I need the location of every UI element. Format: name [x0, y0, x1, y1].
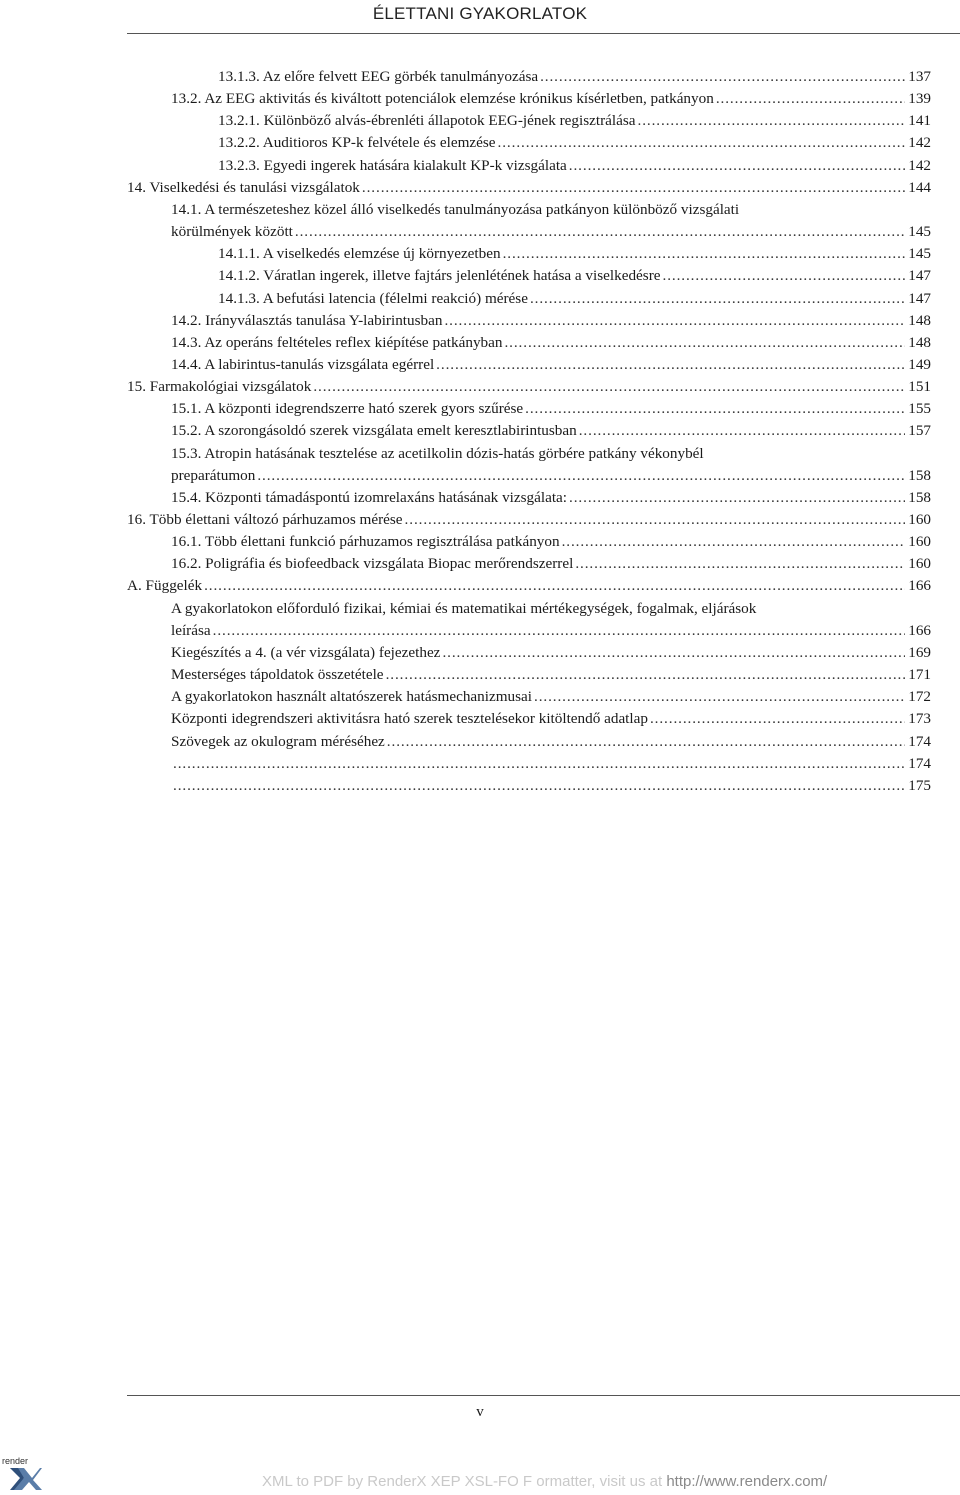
toc-page-number: 166: [908, 577, 931, 595]
toc-entry-title: 13.2.1. Különböző alvás-ébrenléti állapotok EEG-jének regisztrálása: [218, 112, 636, 130]
toc-entry[interactable]: [171, 332, 931, 354]
toc-entry[interactable]: [171, 531, 931, 553]
toc-entry-title: Mesterséges tápoldatok összetétele: [171, 666, 384, 684]
toc-entry-title: A gyakorlatokon előforduló fizikai, kémiai és matematikai mértékegységek, fogalmak, eljárások: [171, 599, 757, 617]
toc-leader-dots: [562, 531, 906, 553]
toc-entry[interactable]: [218, 110, 931, 132]
toc-leader-dots: [173, 775, 905, 797]
toc-entry[interactable]: [127, 376, 931, 398]
toc-page-number: 166: [908, 621, 931, 639]
toc-leader-dots: [579, 420, 905, 442]
toc-entry[interactable]: [218, 155, 931, 177]
toc-entry[interactable]: [171, 88, 931, 110]
toc-leader-dots: [362, 177, 905, 199]
toc-entry[interactable]: [171, 354, 931, 376]
toc-page-number: 151: [908, 378, 931, 396]
toc-entry-title: 14.1.1. A viselkedés elemzése új környezetben: [218, 245, 501, 263]
toc-page-number: 142: [908, 156, 931, 174]
toc-page-number: 144: [908, 178, 931, 196]
toc-entry-title: 16.1. Több élettani funkció párhuzamos regisztrálása patkányon: [171, 533, 560, 551]
toc-page-number: 141: [908, 112, 931, 130]
toc-entry[interactable]: [218, 132, 931, 154]
logo-wordmark: render: [2, 1456, 29, 1466]
toc-entry[interactable]: [218, 66, 931, 88]
toc-entry-title: Szövegek az okulogram méréséhez: [171, 732, 385, 750]
toc-page-number: 147: [908, 289, 931, 307]
toc-page-number: 158: [908, 466, 931, 484]
toc-entry-title: 15.4. Központi támadáspontú izomrelaxáns hatásának vizsgálata:: [171, 488, 568, 506]
toc-page-number: 160: [908, 533, 931, 551]
toc-entry-title: 15. Farmakológiai vizsgálatok: [127, 378, 312, 396]
toc-entry-title: 13.2.2. Auditioros KP-k felvétele és elemzése: [218, 134, 496, 152]
toc-entry[interactable]: [127, 509, 931, 531]
toc-leader-dots: [650, 708, 905, 730]
toc-page-number: 148: [908, 311, 931, 329]
credit-line: [262, 1473, 827, 1490]
toc-entry-title: 14.2. Irányválasztás tanulása Y-labirintusban: [171, 311, 443, 329]
toc-entry-title: Kiegészítés a 4. (a vér vizsgálata) fejezethez: [171, 643, 441, 661]
toc-page-number: 169: [908, 643, 931, 661]
toc-entry-title: Központi idegrendszeri aktivitásra ható szerek tesztelésekor kitöltendő adatlap: [171, 710, 648, 728]
toc-entry[interactable]: [218, 265, 931, 287]
toc-entry-title: 15.3. Atropin hatásának tesztelése az acetilkolin dózis-hatás görbére patkány vékonybél: [171, 444, 704, 462]
toc-leader-dots: [530, 288, 905, 310]
toc-entry-title: A. Függelék: [127, 577, 203, 595]
toc-entry-continuation: körülmények között: [171, 223, 293, 241]
toc-leader-dots: [575, 553, 905, 575]
toc-entry-title: 15.2. A szorongásoldó szerek vizsgálata emelt keresztlabirintusban: [171, 422, 577, 440]
toc-entry[interactable]: [171, 664, 931, 686]
header-rule: [127, 33, 960, 34]
toc-entry[interactable]: [171, 731, 931, 753]
toc-leader-dots: [504, 332, 905, 354]
toc-leader-dots: [569, 487, 905, 509]
toc-page-number: 142: [908, 134, 931, 152]
toc-page-number: 174: [908, 732, 931, 750]
toc-entry-title: 15.1. A központi idegrendszerre ható szerek gyors szűrése: [171, 400, 524, 418]
toc-entry-title: 16. Több élettani változó párhuzamos mérése: [127, 511, 403, 528]
toc-entry[interactable]: [218, 288, 931, 310]
toc-entry[interactable]: [171, 753, 931, 775]
renderx-logo: [2, 1456, 42, 1490]
toc-entry-title: 14.3. Az operáns feltételes reflex kiépítése patkányban: [171, 333, 503, 351]
toc-leader-dots: [173, 753, 905, 775]
toc-page-number: 149: [908, 355, 931, 373]
credit-url-link[interactable]: http://www.renderx.com/: [666, 1473, 828, 1490]
toc-leader-dots: [534, 686, 905, 708]
toc-entry-title: 16.2. Poligráfia és biofeedback vizsgálata Biopac merőrendszerrel: [171, 555, 574, 573]
toc-leader-dots: [444, 310, 905, 332]
toc-leader-dots: [716, 88, 905, 110]
toc-entry-line[interactable]: [171, 199, 739, 221]
toc-page-number: 155: [908, 400, 931, 418]
running-header: ÉLETTANI GYAKORLATOK: [372, 4, 588, 23]
toc-entry[interactable]: [171, 420, 931, 442]
toc-entry[interactable]: [171, 398, 931, 420]
toc-page-number: 145: [908, 223, 931, 241]
toc-entry-title: 14.1.3. A befutási latencia (félelmi reakció) mérése: [218, 289, 528, 307]
toc-page-number: 160: [908, 511, 931, 528]
toc-leader-dots: [204, 575, 905, 597]
toc-page-number: 137: [908, 68, 931, 85]
toc-leader-dots: [498, 132, 906, 154]
toc-leader-dots: [540, 66, 905, 88]
toc-leader-dots: [257, 465, 905, 487]
footer-rule: [127, 1395, 960, 1396]
toc-entry-line[interactable]: [171, 620, 931, 642]
toc-leader-dots: [569, 155, 905, 177]
toc-entry[interactable]: [171, 775, 931, 797]
toc-leader-dots: [663, 265, 906, 287]
toc-leader-dots: [436, 354, 905, 376]
toc-page-number: 175: [908, 776, 931, 794]
toc-entry[interactable]: [218, 243, 931, 265]
toc-entry-title: 14.1. A természeteshez közel álló viselkedés tanulmányozása patkányon különböző vizsgálati: [171, 200, 740, 218]
toc-entry[interactable]: [127, 575, 931, 597]
credit-text: XML to PDF by RenderX XEP XSL-FO F ormatter, visit us at: [262, 1473, 663, 1490]
toc-entry-title: A gyakorlatokon használt altatószerek hatásmechanizmusai: [171, 688, 532, 706]
toc-page-number: 139: [908, 90, 931, 108]
toc-leader-dots: [442, 642, 905, 664]
toc-entry-line[interactable]: [171, 443, 704, 465]
toc-page-number: 158: [908, 488, 931, 506]
toc-entry-line[interactable]: [171, 465, 931, 487]
toc-entry[interactable]: [171, 708, 931, 730]
toc-entry-continuation: leírása: [171, 621, 211, 639]
toc-leader-dots: [386, 664, 906, 686]
toc-leader-dots: [387, 731, 905, 753]
toc-page-number: 171: [908, 666, 931, 684]
toc-entry[interactable]: [171, 310, 931, 332]
toc-entry-line[interactable]: [171, 221, 931, 243]
toc-entry[interactable]: [171, 686, 931, 708]
toc-entry[interactable]: [127, 177, 931, 199]
toc-entry[interactable]: [171, 487, 931, 509]
toc-entry[interactable]: [171, 553, 931, 575]
toc-leader-dots: [405, 509, 906, 531]
toc-page-number: 148: [908, 333, 931, 351]
toc-page-number: 157: [908, 422, 931, 440]
toc-entry-line[interactable]: [171, 598, 756, 620]
toc-page-number: 145: [908, 245, 931, 263]
toc-page-number: 172: [908, 688, 931, 706]
toc-entry-title: 14.4. A labirintus-tanulás vizsgálata egérrel: [171, 355, 435, 373]
toc-entry-title: 13.2.3. Egyedi ingerek hatására kialakult KP-k vizsgálata: [218, 156, 567, 174]
toc-entry-title: 13.1.3. Az előre felvett EEG görbék tanulmányozása: [218, 68, 539, 85]
toc-leader-dots: [503, 243, 906, 265]
page-number: v: [476, 1404, 484, 1420]
toc-page-number: 174: [908, 754, 931, 772]
toc-page-number: 147: [908, 267, 931, 285]
toc-page-number: 173: [908, 710, 931, 728]
toc-entry-title: 13.2. Az EEG aktivitás és kiváltott potenciálok elemzése krónikus kísérletben, patkányon: [171, 90, 714, 108]
toc-entry-title: 14.1.2. Váratlan ingerek, illetve fajtárs jelenlétének hatása a viselkedésre: [218, 267, 661, 285]
toc-leader-dots: [313, 376, 905, 398]
toc-leader-dots: [213, 620, 906, 642]
toc-leader-dots: [295, 221, 905, 243]
toc-leader-dots: [525, 398, 905, 420]
toc-entry-title: 14. Viselkedési és tanulási vizsgálatok: [127, 178, 360, 196]
toc-leader-dots: [638, 110, 906, 132]
toc-page-number: 160: [908, 555, 931, 573]
toc-entry-continuation: preparátumon: [171, 466, 256, 484]
toc-entry[interactable]: [171, 642, 931, 664]
